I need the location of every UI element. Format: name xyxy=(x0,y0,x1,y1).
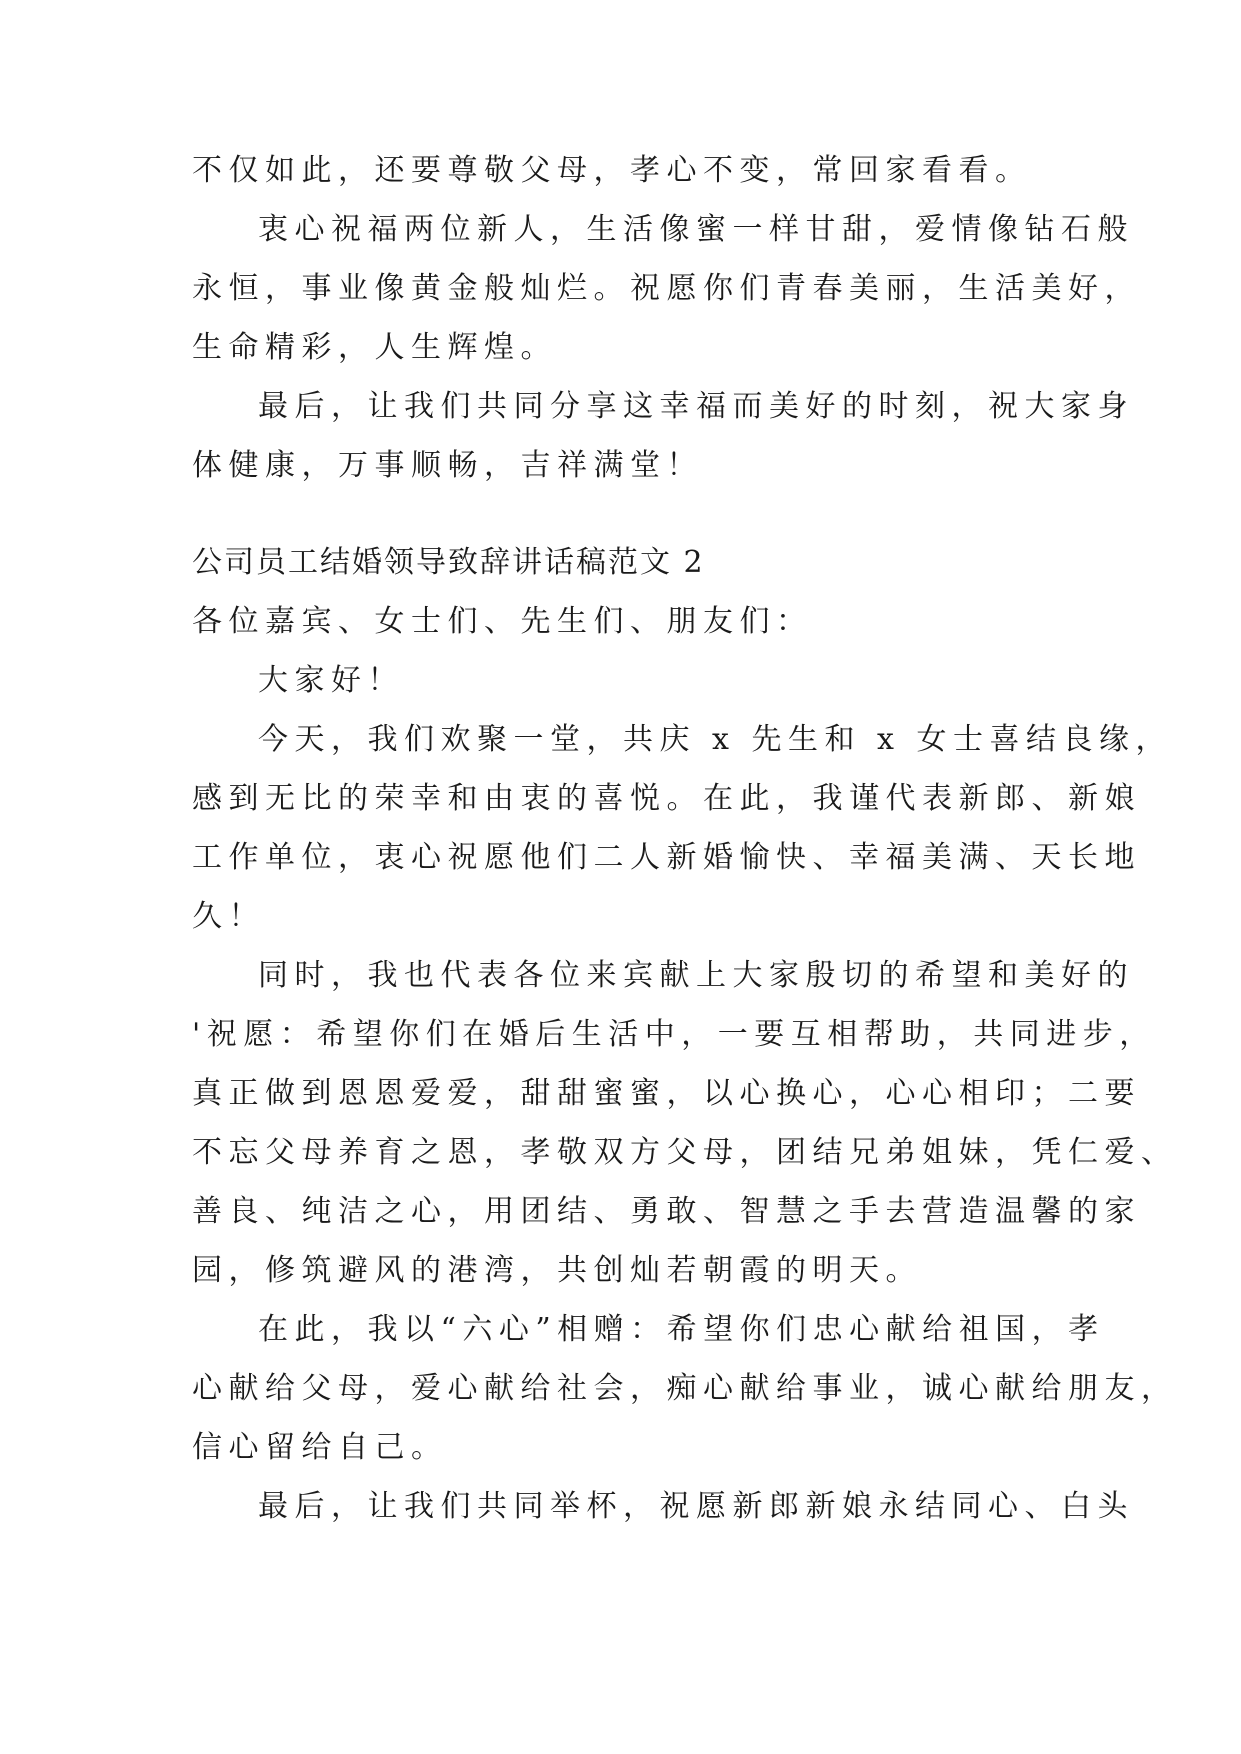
paragraph-line: 最后，让我们共同举杯，祝愿新郎新娘永结同心、白头 xyxy=(258,1489,1134,1524)
paragraph-line: 生命精彩，人生辉煌。 xyxy=(192,330,557,365)
paragraph-line: 善良、纯洁之心，用团结、勇敢、智慧之手去营造温馨的家 xyxy=(192,1194,1141,1229)
paragraph-line: 园，修筑避风的港湾，共创灿若朝霞的明天。 xyxy=(192,1253,922,1288)
paragraph-line: 心献给父母，爱心献给社会，痴心献给事业，诚心献给朋友， xyxy=(192,1371,1178,1406)
paragraph-line: 工作单位，衷心祝愿他们二人新婚愉快、幸福美满、天长地 xyxy=(192,840,1141,875)
paragraph-line: 体健康，万事顺畅，吉祥满堂！ xyxy=(192,448,703,483)
paragraph-line: 信心留给自己。 xyxy=(192,1430,448,1465)
paragraph-line: 在此，我以“六心”相赠：希望你们忠心献给祖国，孝 xyxy=(258,1312,1105,1347)
paragraph-line: 永恒，事业像黄金般灿烂。祝愿你们青春美丽，生活美好， xyxy=(192,271,1141,306)
paragraph-line: 今天，我们欢聚一堂，共庆 x 先生和 x 女士喜结良缘， xyxy=(258,722,1172,757)
paragraph-line: 感到无比的荣幸和由衷的喜悦。在此，我谨代表新郎、新娘 xyxy=(192,781,1141,816)
greeting: 大家好！ xyxy=(258,663,404,698)
document-page xyxy=(192,152,1178,1526)
salutation: 各位嘉宾、女士们、先生们、朋友们： xyxy=(192,604,813,639)
paragraph-line: 久！ xyxy=(192,899,265,934)
paragraph-line: 真正做到恩恩爱爱，甜甜蜜蜜，以心换心，心心相印；二要 xyxy=(192,1076,1141,1111)
paragraph-line: 不忘父母养育之恩，孝敬双方父母，团结兄弟姐妹，凭仁爱、 xyxy=(192,1135,1178,1170)
section-title: 公司员工结婚领导致辞讲话稿范文 2 xyxy=(192,545,705,580)
paragraph-line: 不仅如此，还要尊敬父母，孝心不变，常回家看看。 xyxy=(192,153,1032,188)
paragraph-line: 衷心祝福两位新人，生活像蜜一样甘甜，爱情像钻石般 xyxy=(258,212,1134,247)
paragraph-line: '祝愿：希望你们在婚后生活中，一要互相帮助，共同进步， xyxy=(192,1017,1156,1052)
paragraph-line: 同时，我也代表各位来宾献上大家殷切的希望和美好的 xyxy=(258,958,1134,993)
paragraph-line: 最后，让我们共同分享这幸福而美好的时刻，祝大家身 xyxy=(258,389,1134,424)
